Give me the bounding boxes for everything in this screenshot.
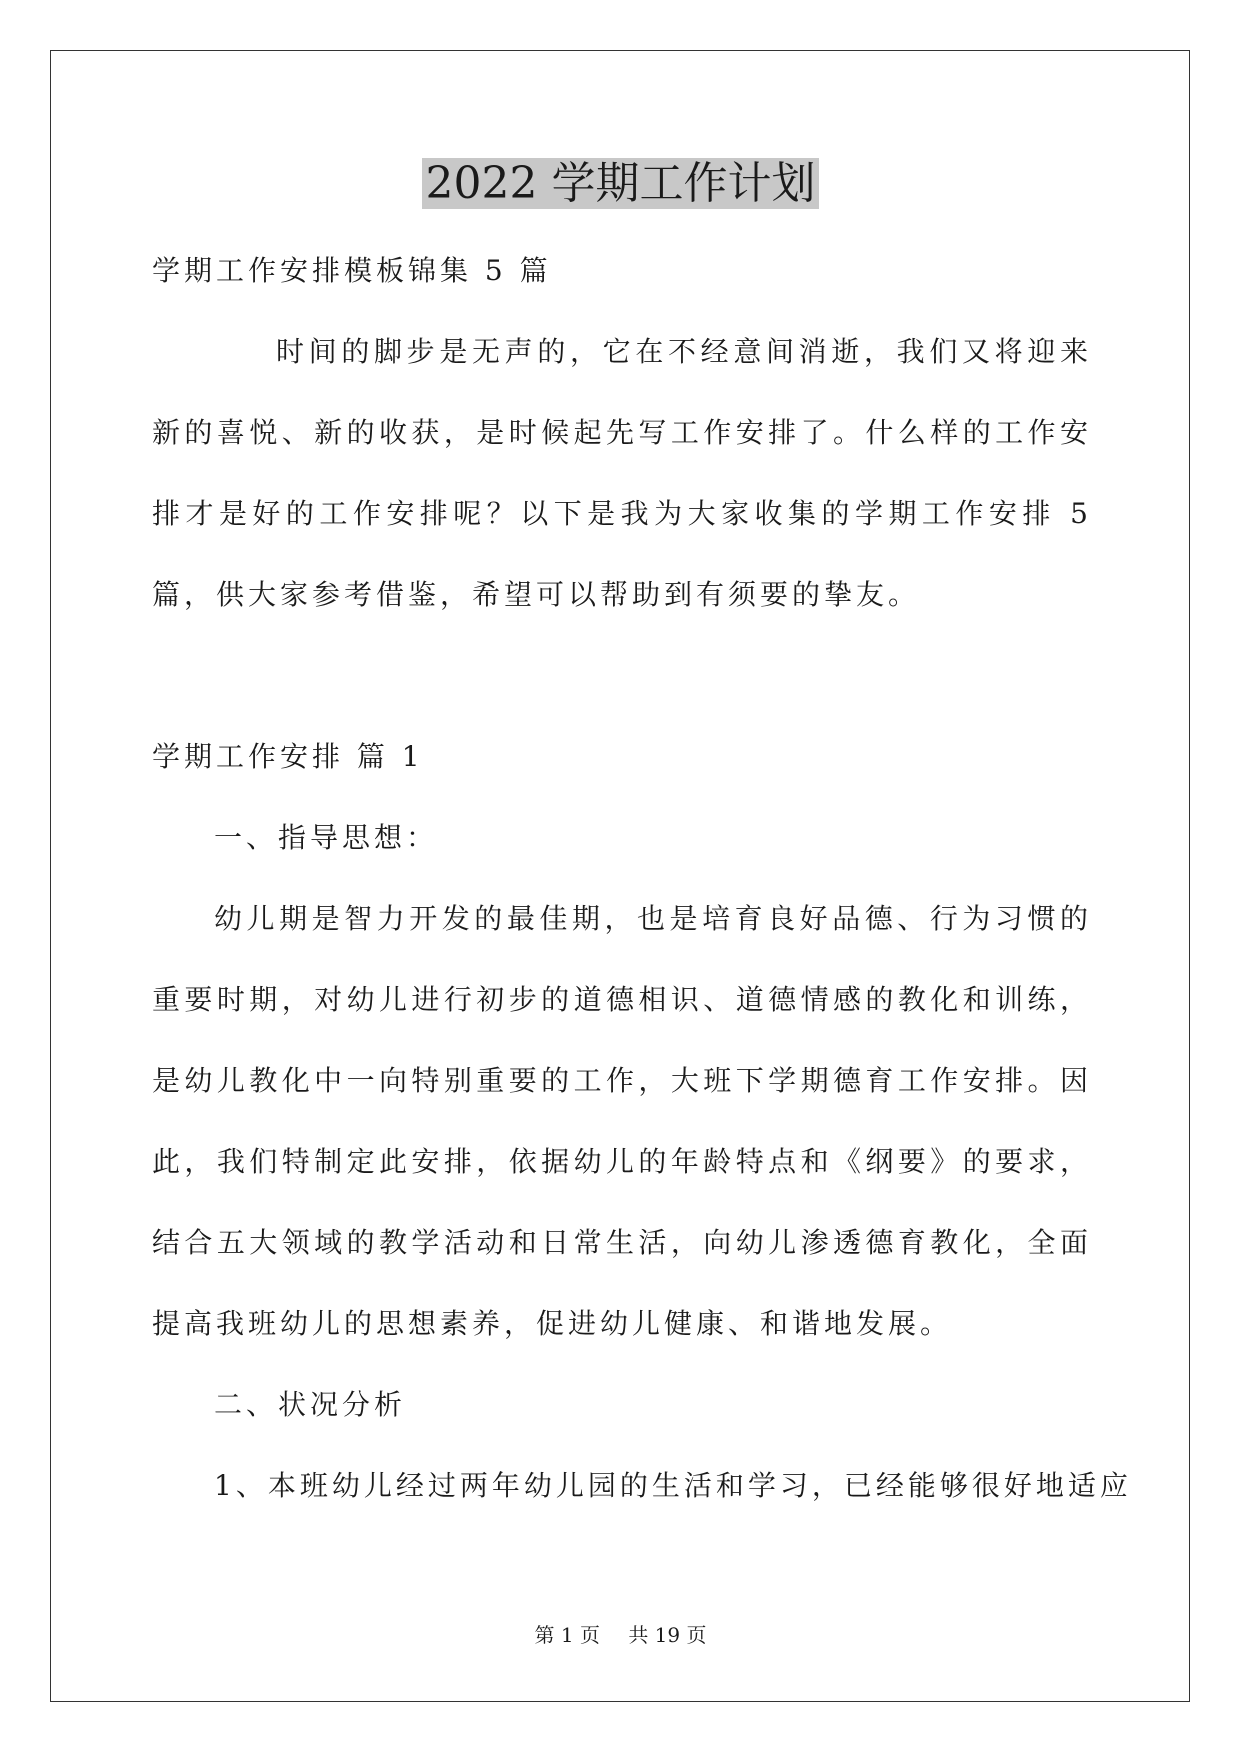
page-total: 共 19 页 (628, 1623, 707, 1647)
document-body (152, 230, 1132, 1526)
document-title-text: 2022 学期工作计划 (422, 158, 820, 209)
heading-guiding-ideology: 一、指导思想： (214, 821, 439, 854)
document-title (0, 154, 1241, 214)
heading-situation-analysis: 二、状况分析 (214, 1388, 407, 1421)
paragraph-spacer (152, 635, 1092, 716)
page-footer (0, 1620, 1241, 1650)
subtitle-paragraph: 学期工作安排模板锦集 5 篇 (152, 254, 552, 287)
body-guiding-ideology: 幼儿期是智力开发的最佳期，也是培育良好品德、行为习惯的重要时期，对幼儿进行初步的道德相识、道德情感的教化和训练，是幼儿教化中一向特别重要的工作，大班下学期德育工作安排。因此，我们特制定此安排，依据幼儿的年龄特点和《纲要》的要求，结合五大领域的教学活动和日常生活，向幼儿渗透德育教化，全面提高我班幼儿的思想素养，促进幼儿健康、和谐地发展。 (152, 902, 1092, 1340)
section-heading: 学期工作安排 篇 1 (152, 740, 424, 773)
body-situation-analysis: 1、本班幼儿经过两年幼儿园的生活和学习，已经能够很好地适应 (214, 1469, 1132, 1502)
page-number: 第 1 页 (534, 1623, 600, 1647)
intro-paragraph: 时间的脚步是无声的，它在不经意间消逝，我们又将迎来新的喜悦、新的收获，是时候起先写工作安排了。什么样的工作安排才是好的工作安排呢？以下是我为大家收集的学期工作安排 5 篇，供大家参考借鉴，希望可以帮助到有须要的挚友。 (152, 335, 1092, 611)
